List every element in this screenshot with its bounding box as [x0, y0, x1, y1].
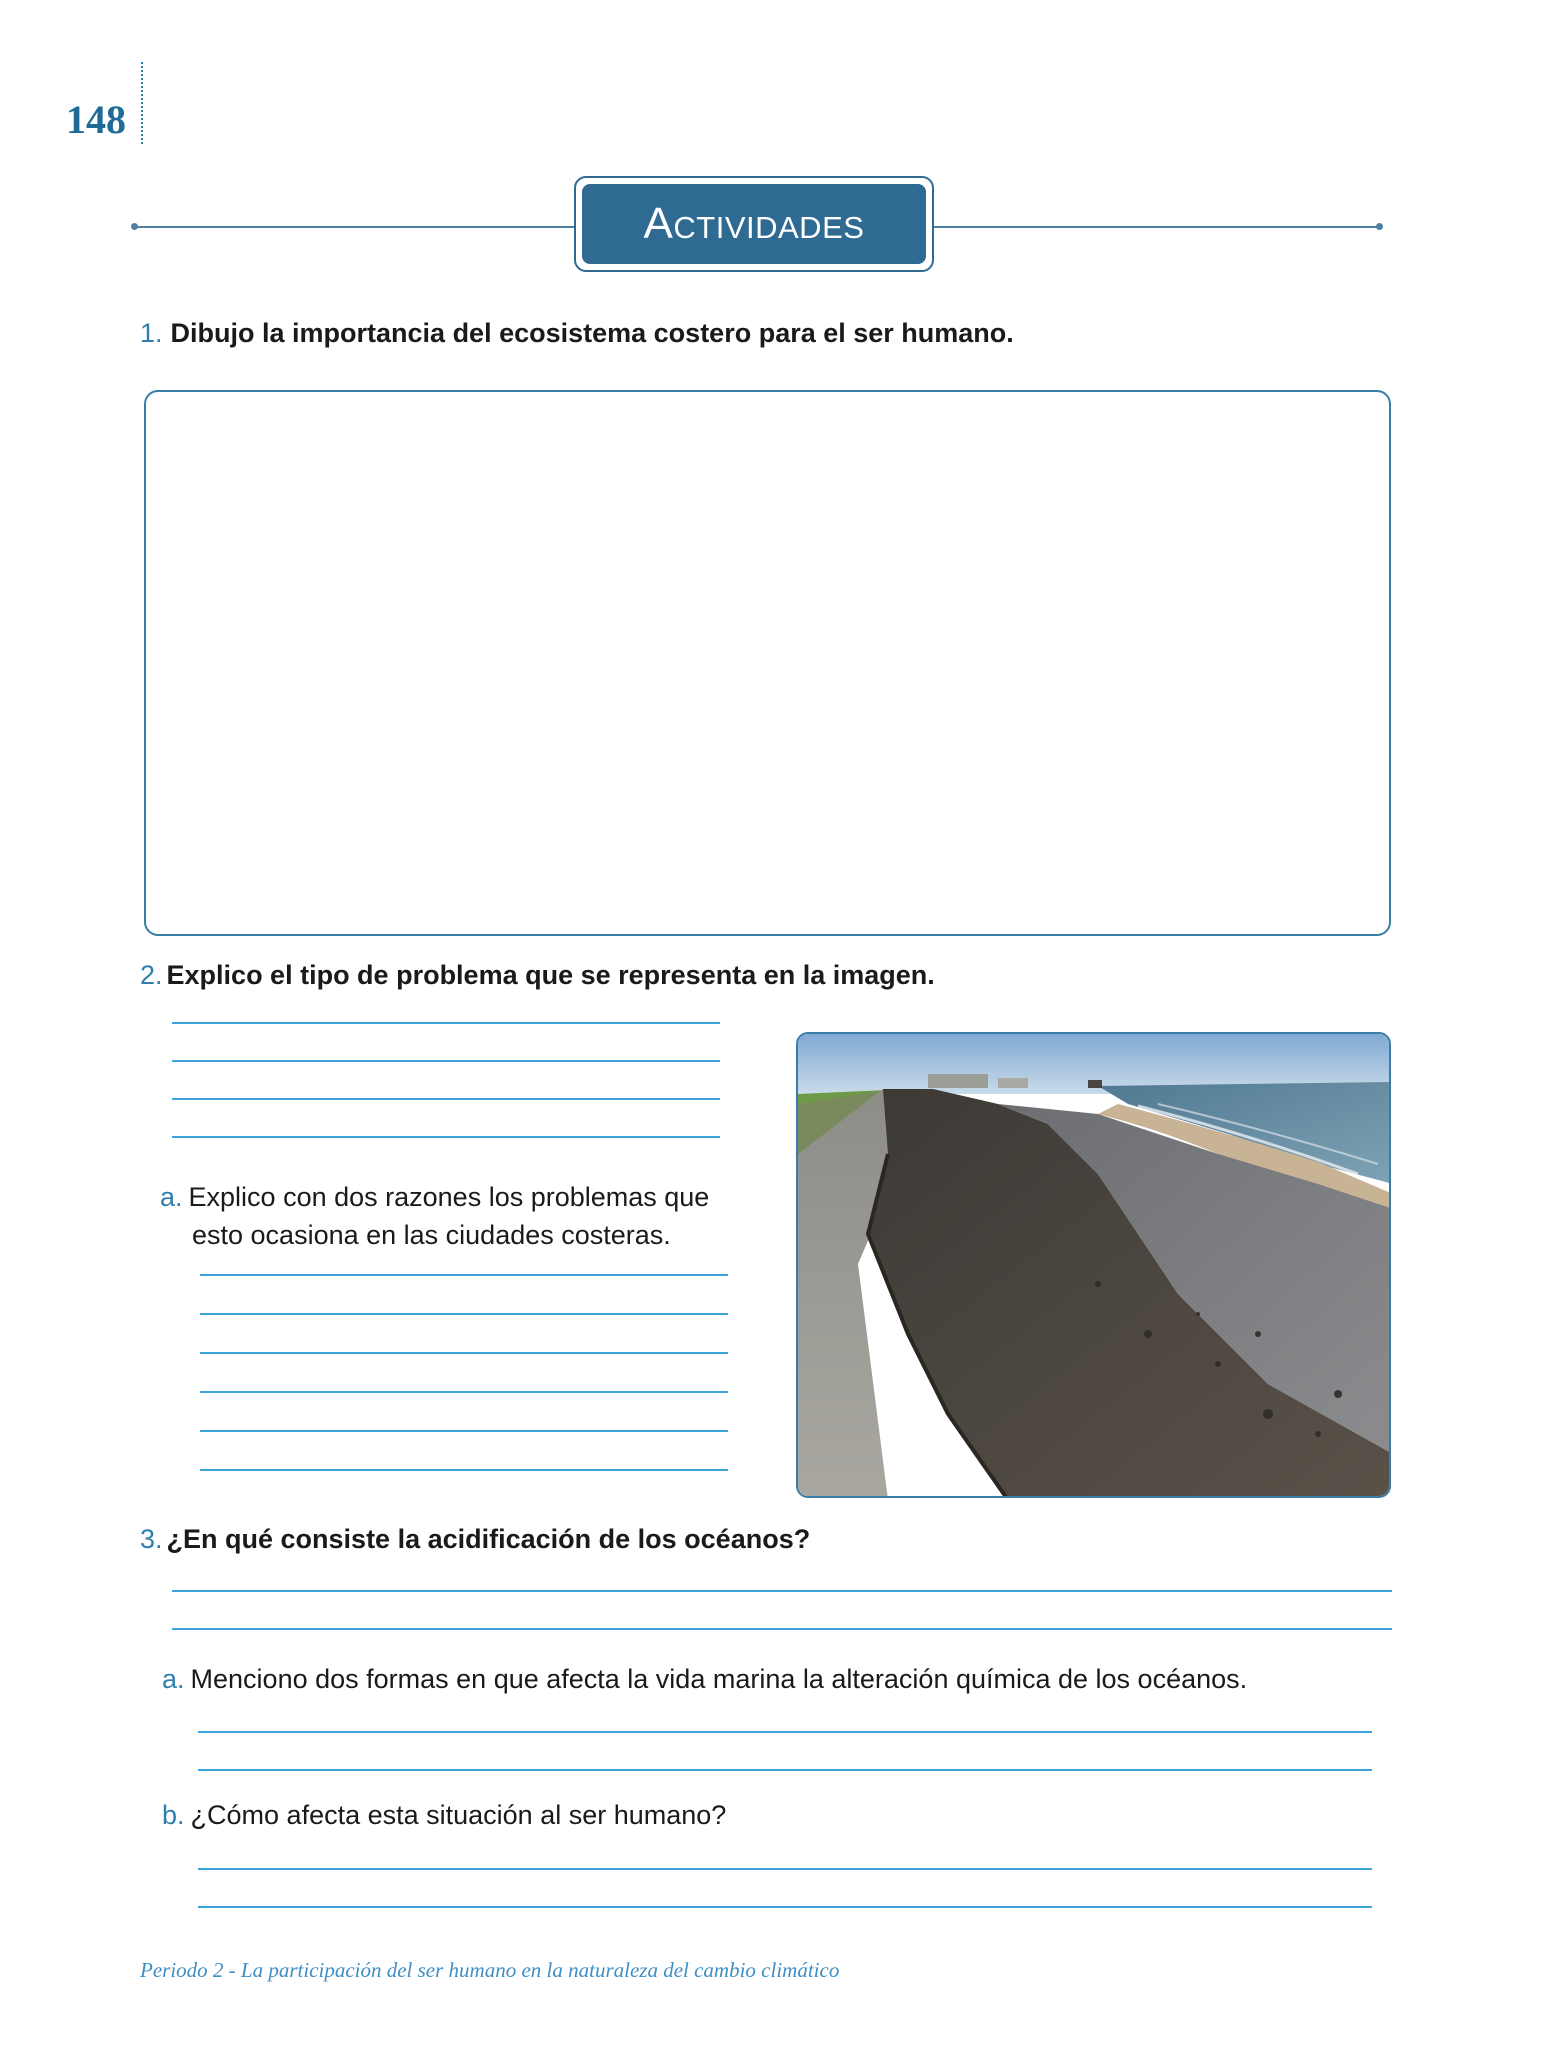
- answer-line[interactable]: [172, 1136, 720, 1138]
- question-2a-label: a.: [160, 1182, 183, 1212]
- answer-line[interactable]: [198, 1906, 1372, 1908]
- answer-line[interactable]: [172, 1022, 720, 1024]
- answer-line[interactable]: [172, 1628, 1392, 1630]
- question-3a-label: a.: [162, 1664, 185, 1694]
- page-footer: Periodo 2 - La participación del ser humano en la naturaleza del cambio climático: [140, 1958, 840, 1982]
- question-2: [140, 960, 935, 991]
- page-number-divider: [141, 62, 143, 144]
- coastal-erosion-illustration: [798, 1034, 1391, 1498]
- section-title-box: [574, 176, 934, 272]
- question-2a-text-line1: Explico con dos razones los problemas que: [188, 1182, 710, 1212]
- answer-line[interactable]: [200, 1313, 728, 1315]
- answer-line[interactable]: [200, 1274, 728, 1276]
- drawing-area[interactable]: [144, 390, 1391, 936]
- question-3-number: 3.: [140, 1524, 163, 1554]
- title-rule-dot-right: [1376, 223, 1383, 230]
- question-3: [140, 1524, 810, 1555]
- answer-line[interactable]: [200, 1352, 728, 1354]
- answer-line[interactable]: [200, 1430, 728, 1432]
- answer-line[interactable]: [172, 1060, 720, 1062]
- answer-line[interactable]: [198, 1731, 1372, 1733]
- question-3b-label: b.: [162, 1800, 185, 1830]
- question-2-number: 2.: [140, 960, 163, 990]
- question-3-text: ¿En qué consiste la acidificación de los océanos?: [166, 1524, 811, 1554]
- answer-line[interactable]: [172, 1590, 1392, 1592]
- coastal-erosion-photo: [796, 1032, 1391, 1498]
- question-3a: [162, 1664, 1247, 1695]
- section-title: Actividades: [582, 184, 926, 264]
- page-number: 148: [66, 97, 126, 142]
- question-3a-text: Menciono dos formas en que afecta la vida marina la alteración química de los océanos.: [190, 1664, 1248, 1694]
- question-2a-text-line2: esto ocasiona en las ciudades costeras.: [192, 1220, 671, 1250]
- question-1-text: Dibujo la importancia del ecosistema costero para el ser humano.: [170, 318, 1014, 348]
- title-rule-dot-left: [131, 223, 138, 230]
- question-3b: [162, 1800, 726, 1831]
- question-3b-text: ¿Cómo afecta esta situación al ser humano?: [190, 1800, 727, 1830]
- question-2a: [160, 1178, 762, 1254]
- question-1: [140, 318, 1014, 349]
- answer-line[interactable]: [200, 1391, 728, 1393]
- question-1-number: 1.: [140, 318, 163, 348]
- answer-line[interactable]: [200, 1469, 728, 1471]
- answer-line[interactable]: [198, 1868, 1372, 1870]
- answer-line[interactable]: [198, 1769, 1372, 1771]
- question-2-text: Explico el tipo de problema que se representa en la imagen.: [166, 960, 935, 990]
- answer-line[interactable]: [172, 1098, 720, 1100]
